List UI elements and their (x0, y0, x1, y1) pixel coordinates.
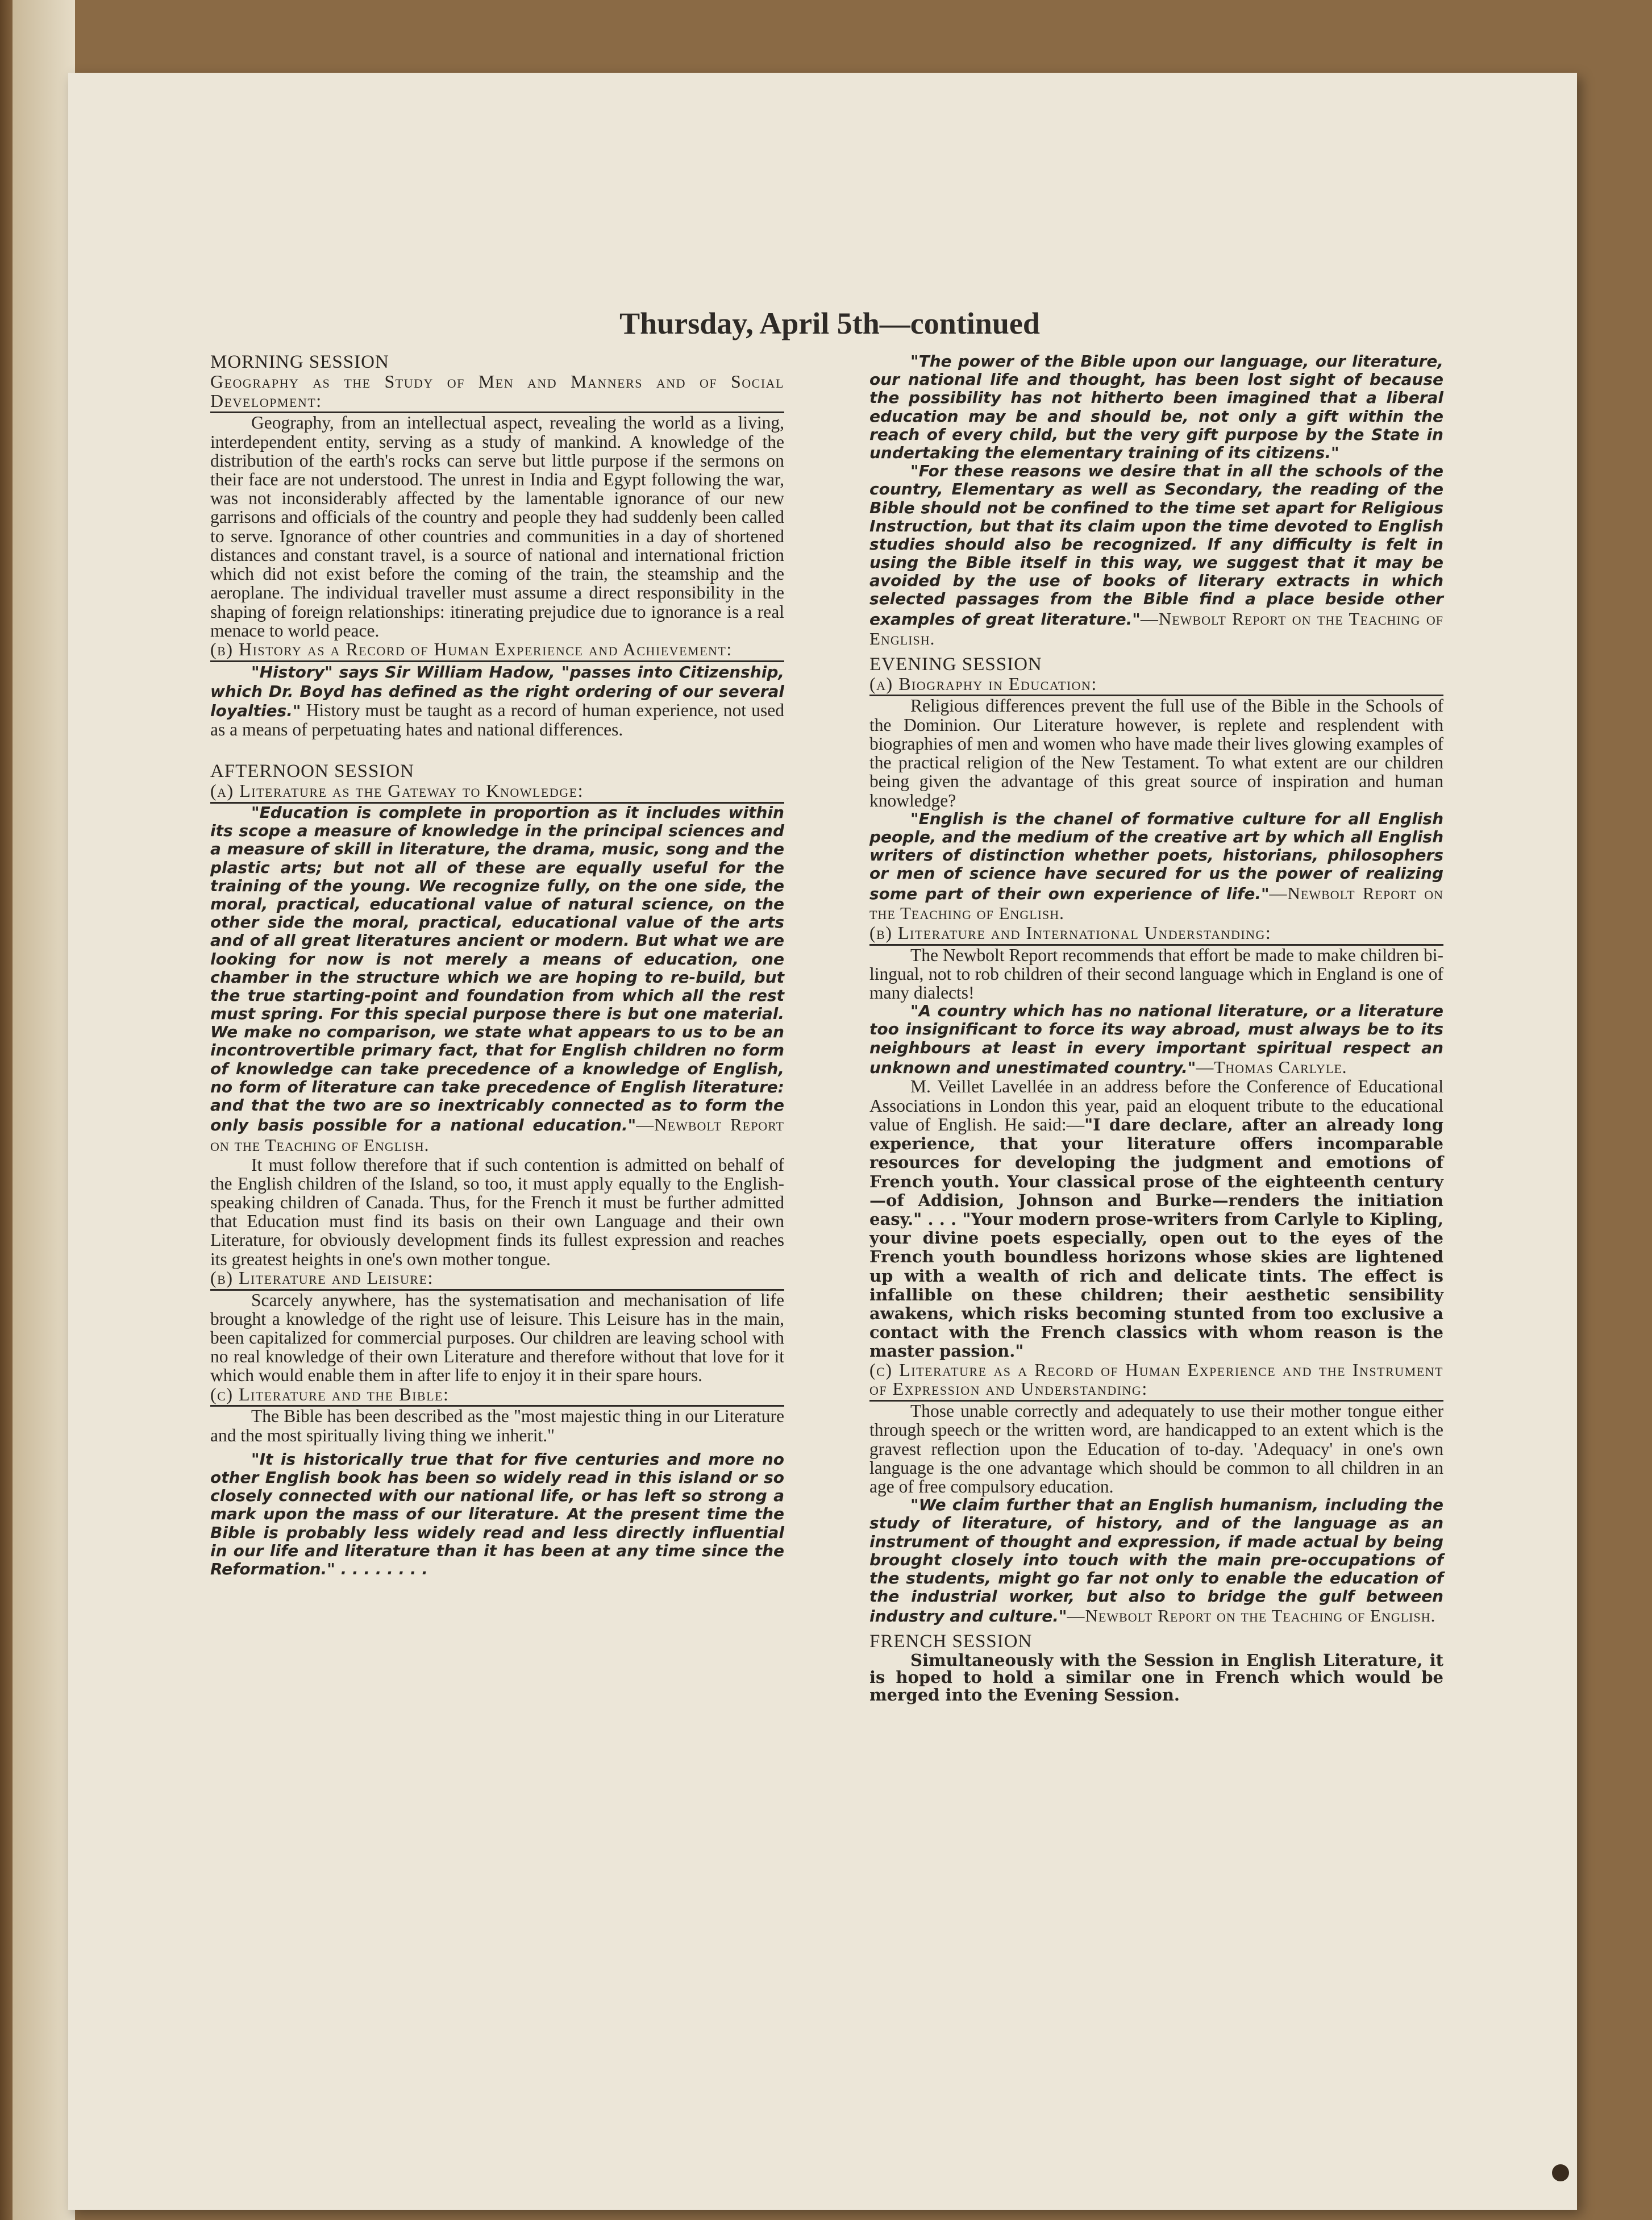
bible-quote-2-paragraph (869, 462, 1443, 649)
morning-section-b-heading: (b) History as a Record of Human Experience and Achievement: (210, 640, 784, 662)
evening-section-c-quote-paragraph (869, 1496, 1443, 1626)
afternoon-section-b-heading: (b) Literature and Leisure: (210, 1269, 784, 1291)
left-column (210, 352, 784, 1578)
morning-session-title: MORNING SESSION (210, 352, 389, 372)
afternoon-section-a-heading: (a) Literature as the Gateway to Knowledge: (210, 781, 784, 804)
evening-section-b-source: —Thomas Carlyle. (1196, 1057, 1347, 1077)
bible-quote-2-source: —Newbolt Report on the Teaching of English. (869, 608, 1443, 649)
afternoon-section-c-heading: (c) Literature and the Bible: (210, 1385, 784, 1407)
evening-section-c-source: —Newbolt Report on the Teaching of English. (1067, 1606, 1436, 1626)
right-column (869, 352, 1443, 1704)
afternoon-session-title: AFTERNOON SESSION (210, 761, 414, 782)
page-header: Thursday, April 5th—continued (619, 306, 1040, 340)
evening-section-b-veillet-quote: "I dare declare, after an already long experience, that your literature offers incomparable resources for developing the judgment and emotions of French youth. Your classical prose of the eighteenth century —of Addision, Johnson and Burke—renders the initiation easy." . . . "Your modern prose-writers from Carlyle to Kipling, your divine poets especially, open out to the eyes of the French youth boundless horizons whose skies are lightened up with a wealth of rich and delicate tints. The effect is infallible on these children; their aesthetic sensibility awakens, which risks becoming stunted from too exclusive a contact with the French classics with whom reason is the master passion." (869, 1115, 1443, 1361)
evening-section-a-source: —Newbolt Report on the Teaching of English. (869, 883, 1443, 924)
morning-section-b-text: History must be taught as a record of human experience, not used as a means of perpetuating hates and national differences. (210, 700, 784, 740)
afternoon-section-c-quote: "It is historically true that for five centuries and more no other English book has been so widely read in this island or so closely connected with our national life, or has left so strong a mark upon the mass of our literature. At the present time the Bible is probably less widely read and less directly influential in our life and literature than it has been at any time since the Reformation." . . . . . . . . (210, 1449, 784, 1578)
evening-section-a-text: Religious differences prevent the full use of the Bible in the Schools of the Dominion. Our Literature however, is replete and resplendent with biographies of men and women who have made their lives glowing examples of the practical religion of the New Testament. To what extent are our children being given the advantage of this great source of inspiration and human knowledge? (869, 696, 1443, 810)
evening-section-b-veillet-intro: M. Veillet Lavellée in an address before the Conference of Educational Associations in London this year, paid an eloquent tribute to the educational value of English. He said:— (869, 1076, 1443, 1134)
evening-section-a-heading: (a) Biography in Education: (869, 675, 1443, 697)
evening-section-a-quote: "English is the chanel of formative culture for all English people, and the medium of the creative art by which all English writers of distinction whether poets, historians, philosophers or men of science have secured for us the power of realizing some part of their own experience of life." (869, 809, 1443, 903)
french-session-title: FRENCH SESSION (869, 1631, 1033, 1652)
morning-section-a-text: Geography, from an intellectual aspect, revealing the world as a living, interdependent entity, serving as a study of mankind. A knowledge of the distribution of the earth's rocks can serve but little purpose if the sermons on their face are not understood. The unrest in India and Egypt following the war, was not inconsiderably affected by the lamentable ignorance of our new garrisons and officials of the country and people they had suddenly been called to serve. Ignorance of other countries and communities in a day of shortened distances and constant travel, is a source of national and international friction which did not exist before the coming of the train, the steamship and the aeroplane. The individual traveller must assume a direct responsibility in the shaping of foreign relationships: itinerating prejudice due to ignorance is a real menace to world peace. (210, 413, 784, 641)
morning-section-b-paragraph (210, 662, 784, 739)
evening-section-b-heading: (b) Literature and International Understanding: (869, 924, 1443, 946)
afternoon-section-c-text: The Bible has been described as the "most majestic thing in our Literature and the most spiritually living thing we inherit." (210, 1406, 784, 1445)
bible-quote-2: "For these reasons we desire that in all the schools of the country, Elementary as well as Secondary, the reading of the Bible should not be confined to the time set apart for Religious Instruction, but that its claim upon the time devoted to English studies should also be recognized. If any difficulty is felt in using the Bible itself in this way, we suggest that it may be avoided by the use of books of literary extracts in which selected passages from the Bible find a place beside other examples of great literature." (869, 462, 1443, 629)
evening-section-c-heading: (c) Literature as a Record of Human Experience and the Instrument of Expression and Understanding: (869, 1361, 1443, 1402)
evening-section-c-quote: "We claim further that an English humanism, including the study of literature, of history, and of the language as an instrument of thought and expression, if made actual by being brought closely into touch with the main pre-occupations of the students, might go far not only to enable the education of the industrial worker, but also to bridge the gulf between industry and culture." (869, 1495, 1443, 1626)
evening-section-b-veillet-paragraph (869, 1077, 1443, 1360)
page-content (210, 221, 1449, 1926)
spacer (210, 739, 784, 762)
french-session-text: Simultaneously with the Session in English Literature, it is hoped to hold a similar one in French which would be merged into the Evening Session. (869, 1650, 1443, 1705)
evening-session-title: EVENING SESSION (869, 654, 1042, 675)
facing-page-edge (13, 0, 75, 2220)
evening-section-a-quote-paragraph (869, 810, 1443, 924)
afternoon-section-a-source: —Newbolt Report on the Teaching of English. (210, 1115, 784, 1155)
evening-section-b-quote: "A country which has no national literature, or a literature too insignificant to force its way abroad, must always be to its neighbours at least in every important spiritual respect an unknown and unestimated country." (869, 1001, 1443, 1077)
afternoon-section-a-quote: "Education is complete in proportion as it includes within its scope a measure of knowledge in the principal sciences and a measure of skill in literature, the drama, music, song and the plastic arts; but not all of these are equally useful for the training of the young. We recognize fully, on the one side, the moral, practical, educational value of natural science, on the other side the moral, practical, educational value of the arts and of all great literatures ancient or modern. But what we are looking for now is not merely a means of education, one chamber in the structure which we are hoping to re-build, but the true starting-point and foundation from which all the rest must spring. For this special purpose there is but one material. We make no comparison, we state what appears to us to be an incontrovertible primary fact, that for English children no form of knowledge can take precedence of a knowledge of English, no form of literature can take precedence of English literature: and that the two are so inextricably connected as to form the only basis possible for a national education." (210, 803, 784, 1135)
evening-section-b-text: The Newbolt Report recommends that effort be made to make children bi-lingual, not to rob children of their second language which in England is one of many dialects! (869, 945, 1443, 1003)
evening-section-c-text: Those unable correctly and adequately to use their mother tongue either through speech or the written word, are handicapped to an extent which is the gravest reflection upon the Education of to-day. 'Adequacy' in one's own language is the one advantage which should be common to all children in an age of free compulsory education. (869, 1401, 1443, 1497)
bible-quote-1: "The power of the Bible upon our language, our literature, our national life and thought, has been lost sight of because the possibility has not hitherto been imagined that a liberal education may be and should be, not only a gift within the reach of every child, but the very gift purpose by the State in undertaking the elementary training of its citizens." (869, 352, 1443, 462)
morning-section-a-heading: Geography as the Study of Men and Manners and of Social Development: (210, 372, 784, 414)
page-corner-mark (1552, 2164, 1569, 2181)
afternoon-section-a-text: It must follow therefore that if such contention is admitted on behalf of the English children of the Island, so too, it must apply equally to the English-speaking children of Canada. Thus, for the French it must be further admitted that Education must find its basis on their own Language and their own Literature, for obviously development finds its fullest expression and reaches its greatest heights in one's own mother tongue. (210, 1154, 784, 1269)
morning-section-b-quote: "History" says Sir William Hadow, "passes into Citizenship, which Dr. Boyd has defined as the right ordering of our several loyalties." (210, 662, 784, 721)
document-page (68, 73, 1577, 2210)
afternoon-section-a-quote-paragraph (210, 804, 784, 1155)
afternoon-section-b-text: Scarcely anywhere, has the systematisation and mechanisation of life brought a knowledge of the right use of leisure. This Leisure has in the main, been capitalized for commercial purposes. Our children are leaving school with no real knowledge of their own Literature and therefore without that love for it which would enable them in after life to enjoy it in their spare hours. (210, 1290, 784, 1386)
evening-section-b-quote-paragraph (869, 1002, 1443, 1077)
